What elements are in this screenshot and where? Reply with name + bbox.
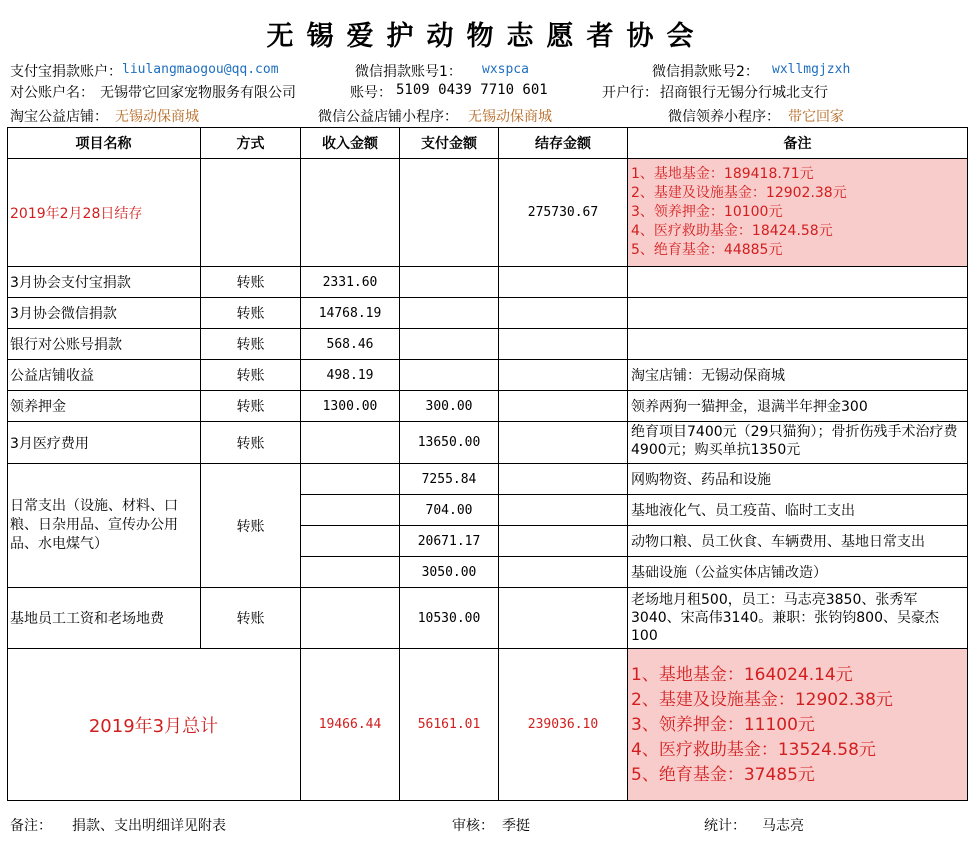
table-cell <box>499 557 628 588</box>
opening-note-line: 5、绝育基金：44885元 <box>631 242 783 258</box>
column-header-balance: 结存金额 <box>499 127 628 159</box>
total-balance: 239036.10 <box>499 649 628 801</box>
row-income: 498.19 <box>301 360 400 391</box>
opening-note-line: 4、医疗救助基金：18424.58元 <box>631 223 833 239</box>
row-note <box>628 267 968 298</box>
total-note-line: 1、基地基金：164024.14元 <box>631 665 853 685</box>
row-balance <box>499 329 628 360</box>
wages-method: 转账 <box>201 588 301 649</box>
daily-payment: 7255.84 <box>400 464 499 495</box>
table-cell <box>499 588 628 649</box>
table-cell <box>499 526 628 557</box>
bank-name: 招商银行无锡分行城北支行 <box>660 85 828 101</box>
wages-name: 基地员工工资和老场地费 <box>7 588 201 649</box>
row-note <box>628 298 968 329</box>
total-income: 19466.44 <box>301 649 400 801</box>
row-income: 14768.19 <box>301 298 400 329</box>
wechat2-account: wxllmgjzxh <box>772 62 851 77</box>
row-name: 银行对公账号捐款 <box>7 329 201 360</box>
opening-notes <box>628 159 968 267</box>
table-cell <box>499 464 628 495</box>
table-cell <box>301 495 400 526</box>
row-name: 3月协会微信捐款 <box>7 298 201 329</box>
row-method: 转账 <box>201 267 301 298</box>
total-note-line: 4、医疗救助基金：13524.58元 <box>631 740 876 760</box>
daily-expenses-name: 日常支出（设施、材料、口粮、日杂用品、宣传办公用品、水电煤气） <box>7 464 201 588</box>
row-method: 转账 <box>201 360 301 391</box>
row-payment: 300.00 <box>400 391 499 422</box>
table-cell <box>201 159 301 267</box>
total-notes <box>628 649 968 801</box>
row-method: 转账 <box>201 422 301 464</box>
taobao-shop-label: 淘宝公益店铺： <box>10 109 108 125</box>
footer-remark: 捐款、支出明细详见附表 <box>72 818 226 834</box>
row-note: 绝育项目7400元（29只猫狗）；骨折伤残手术治疗费4900元；购买单抗1350元 <box>628 422 968 464</box>
row-balance <box>499 298 628 329</box>
bank-label: 开户行： <box>602 85 658 101</box>
wechat1-label: 微信捐款账号1： <box>355 64 462 80</box>
corp-account-label: 对公账户名： <box>10 85 94 101</box>
wechat-adopt-label: 微信领养小程序： <box>668 109 780 125</box>
row-note: 领养两狗一猫押金，退满半年押金300 <box>628 391 968 422</box>
row-note: 淘宝店铺：无锡动保商城 <box>628 360 968 391</box>
footer-remark-label: 备注： <box>10 818 52 834</box>
account-number-label: 账号： <box>350 85 392 101</box>
alipay-label: 支付宝捐款账户： <box>10 64 122 80</box>
alipay-account: liulangmaogou@qq.com <box>122 62 279 77</box>
row-payment: 13650.00 <box>400 422 499 464</box>
account-number: 5109 0439 7710 601 <box>396 82 548 98</box>
daily-note: 基地液化气、员工疫苗、临时工支出 <box>628 495 968 526</box>
footer-stat-label: 统计： <box>704 818 746 834</box>
row-income: 568.46 <box>301 329 400 360</box>
row-income <box>301 422 400 464</box>
total-note-line: 5、绝育基金：37485元 <box>631 765 815 785</box>
footer-auditor: 季挺 <box>502 818 530 834</box>
table-cell <box>400 159 499 267</box>
row-name: 公益店铺收益 <box>7 360 201 391</box>
table-cell <box>301 464 400 495</box>
row-balance <box>499 422 628 464</box>
row-income: 1300.00 <box>301 391 400 422</box>
row-method: 转账 <box>201 329 301 360</box>
taobao-shop-name: 无锡动保商城 <box>115 109 199 125</box>
row-payment <box>400 360 499 391</box>
row-payment <box>400 298 499 329</box>
table-cell <box>499 495 628 526</box>
row-payment <box>400 267 499 298</box>
row-balance <box>499 360 628 391</box>
opening-balance: 275730.67 <box>499 159 628 267</box>
wechat-adopt-name: 带它回家 <box>788 109 844 125</box>
table-cell <box>301 557 400 588</box>
daily-note: 动物口粮、员工伙食、车辆费用、基地日常支出 <box>628 526 968 557</box>
total-payment: 56161.01 <box>400 649 499 801</box>
footer-audit-label: 审核： <box>452 818 494 834</box>
opening-note-line: 1、基地基金：189418.71元 <box>631 166 814 182</box>
column-header-payment: 支付金额 <box>400 127 499 159</box>
page-title: 无锡爱护动物志愿者协会 <box>266 21 707 52</box>
row-method: 转账 <box>201 391 301 422</box>
daily-expenses-method: 转账 <box>201 464 301 588</box>
opening-name: 2019年2月28日结存 <box>7 159 201 267</box>
row-name: 3月医疗费用 <box>7 422 201 464</box>
opening-note-line: 3、领养押金：10100元 <box>631 204 783 220</box>
wages-payment: 10530.00 <box>400 588 499 649</box>
daily-note: 网购物资、药品和设施 <box>628 464 968 495</box>
row-income: 2331.60 <box>301 267 400 298</box>
table-cell <box>301 159 400 267</box>
footer-statistician: 马志亮 <box>762 818 804 834</box>
row-name: 3月协会支付宝捐款 <box>7 267 201 298</box>
row-note <box>628 329 968 360</box>
row-name: 领养押金 <box>7 391 201 422</box>
wechat-shop-name: 无锡动保商城 <box>468 109 552 125</box>
wechat2-label: 微信捐款账号2： <box>652 64 759 80</box>
column-header-item: 项目名称 <box>7 127 201 159</box>
row-payment <box>400 329 499 360</box>
table-cell <box>301 588 400 649</box>
wechat1-account: wxspca <box>482 62 529 77</box>
wechat-shop-label: 微信公益店铺小程序： <box>318 109 458 125</box>
table-cell <box>301 526 400 557</box>
daily-note: 基础设施（公益实体店铺改造） <box>628 557 968 588</box>
column-header-notes: 备注 <box>628 127 968 159</box>
corp-account-name: 无锡带它回家宠物服务有限公司 <box>100 85 296 101</box>
row-balance <box>499 391 628 422</box>
daily-payment: 3050.00 <box>400 557 499 588</box>
total-name: 2019年3月总计 <box>7 649 301 801</box>
column-header-income: 收入金额 <box>301 127 400 159</box>
daily-payment: 704.00 <box>400 495 499 526</box>
row-method: 转账 <box>201 298 301 329</box>
total-note-line: 2、基建及设施基金：12902.38元 <box>631 690 893 710</box>
daily-payment: 20671.17 <box>400 526 499 557</box>
opening-note-line: 2、基建及设施基金：12902.38元 <box>631 185 847 201</box>
column-header-method: 方式 <box>201 127 301 159</box>
wages-note: 老场地月租500，员工：马志亮3850、张秀军3040、宋高伟3140。兼职：张钧钧800、吴豪杰100 <box>628 588 968 649</box>
row-balance <box>499 267 628 298</box>
total-note-line: 3、领养押金：11100元 <box>631 715 815 735</box>
